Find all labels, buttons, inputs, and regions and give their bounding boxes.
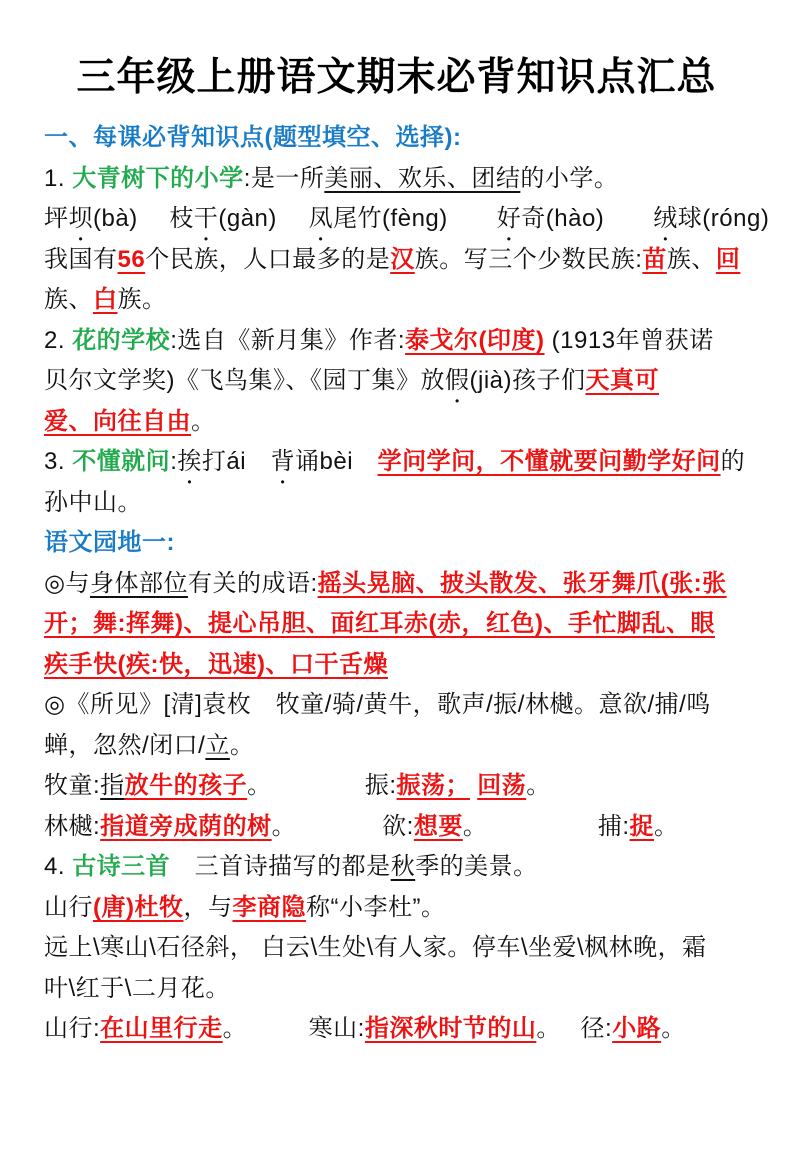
text-run: [475, 813, 598, 840]
text-run: 凤: [308, 205, 334, 232]
text-run: 。: [462, 812, 476, 840]
text-run: [260, 772, 365, 799]
text-run: [284, 813, 382, 840]
text-run: 族、: [44, 286, 93, 313]
text-run: 尾竹(fèng): [333, 205, 497, 232]
text-run: 球(róng): [677, 205, 770, 232]
text-run: 。: [661, 1015, 686, 1042]
text-run: 山行: [44, 893, 93, 921]
text-run: 挨: [177, 448, 202, 475]
text-line: [44, 685, 749, 726]
text-line: [44, 159, 749, 200]
text-line: [44, 361, 749, 402]
text-run: 。: [526, 772, 551, 799]
text-line: [44, 645, 749, 686]
text-run: 个民族，人口最多的是: [145, 245, 391, 273]
text-run: (bà): [93, 205, 170, 232]
text-run: 绒: [653, 205, 678, 232]
text-run: 我国有: [44, 245, 118, 273]
text-run: 林樾:: [44, 812, 101, 840]
text-run: 。: [229, 731, 255, 759]
text-run: 蝉，忽然/闭口/: [44, 731, 206, 759]
text-line: [44, 240, 749, 281]
text-run: 爱、向往自由: [44, 407, 191, 435]
text-line: [44, 969, 749, 1010]
text-run: 一、每课必背知识点(题型填空、选择):: [44, 124, 462, 151]
text-run: 背: [270, 448, 296, 475]
text-run: 欲:: [382, 812, 414, 840]
text-line: [44, 726, 749, 767]
text-run: 族。写三个少数民族:: [414, 245, 643, 273]
text-line: [44, 118, 749, 159]
text-run: 振荡: [396, 772, 446, 799]
page-title: 三年级上册语文期末必背知识点汇总: [76, 56, 717, 99]
text-run: :选自《新月集》作者:: [170, 326, 406, 354]
text-run: (唐)杜牧: [93, 893, 184, 921]
text-run: 指道旁成荫的树: [100, 812, 272, 840]
text-run: 摇头晃脑、披头散发、张牙舞爪(张:张: [317, 569, 727, 597]
text-line: [44, 442, 749, 483]
text-run: 枝: [169, 205, 194, 232]
text-run: 。: [222, 1015, 236, 1042]
text-run: 2.: [44, 326, 73, 354]
text-run: 56: [117, 245, 146, 273]
text-run: 。: [191, 407, 216, 435]
text-run: 想要: [413, 812, 463, 840]
text-line: [44, 1009, 749, 1050]
text-run: 古诗三首: [72, 853, 171, 880]
document-body: [44, 118, 770, 1050]
text-run: 花的学校: [72, 326, 171, 354]
text-run: 远上\寒山\石径斜， 白云\生处\有人家。停车\坐爱\枫林晚，霜: [44, 934, 707, 961]
text-run: 秋: [390, 853, 416, 880]
text-run: 美丽、欢乐、团结: [324, 164, 521, 192]
text-run: 径:: [580, 1015, 613, 1042]
text-run: 捕:: [597, 812, 630, 840]
text-run: 。: [536, 1015, 549, 1042]
text-run: ；: [445, 772, 471, 799]
text-run: 的: [720, 448, 746, 475]
text-line: [44, 280, 749, 321]
document-page: [0, 46, 793, 1168]
text-run: 牧童:: [44, 772, 101, 799]
text-run: 振:: [364, 772, 397, 799]
text-run: 立: [205, 731, 230, 759]
text-run: 泰戈尔(印度): [405, 326, 545, 354]
text-run: 族、: [666, 245, 716, 273]
text-run: 3.: [44, 448, 73, 475]
text-run: 叶\红于\二月花。: [44, 974, 230, 1002]
text-run: 有关的成语:: [187, 569, 318, 597]
text-run: 。: [654, 812, 679, 840]
text-run: (gàn): [218, 205, 309, 232]
text-line: [44, 807, 749, 848]
text-run: [549, 1015, 581, 1042]
text-run: 回荡: [477, 772, 527, 799]
text-run: 白: [93, 286, 118, 313]
text-line: [44, 847, 749, 888]
text-run: :是一所: [243, 164, 325, 192]
text-run: 在山里行走: [100, 1015, 223, 1042]
text-run: 天真可: [585, 367, 659, 394]
text-run: 贝尔文学奖)《飞鸟集》、《园丁集》放: [44, 367, 445, 394]
text-run: 假: [445, 367, 470, 394]
text-run: 放牛的孩子: [124, 772, 248, 799]
text-run: 坝: [68, 205, 93, 232]
text-run: 李商隐: [232, 893, 306, 921]
text-run: 寒山:: [308, 1015, 365, 1042]
text-run: 好: [496, 205, 522, 232]
text-run: 指: [100, 772, 125, 799]
text-run: 干: [193, 205, 219, 232]
text-run: 大青树下的小学: [72, 164, 244, 192]
text-run: (jià)孩子们: [469, 367, 586, 394]
text-run: 山行:: [44, 1015, 101, 1042]
text-run: 奇(hào): [521, 205, 654, 232]
text-line: [44, 199, 770, 240]
text-line: [44, 928, 749, 969]
text-run: 族。: [117, 286, 167, 313]
text-run: 孙中山。: [44, 488, 142, 516]
text-run: 坪: [44, 205, 69, 232]
text-run: 身体部位: [89, 569, 188, 597]
text-run: 学问学问，不懂就要问勤学好问: [377, 448, 721, 475]
text-line: [44, 523, 749, 564]
text-run: ◎与: [44, 569, 90, 597]
text-run: 小路: [612, 1015, 662, 1042]
text-line: [44, 604, 749, 645]
text-line: [44, 483, 749, 524]
text-run: 语文园地一:: [44, 529, 175, 556]
text-run: 。: [247, 772, 260, 799]
text-run: 不懂就问: [72, 448, 171, 475]
text-run: 称“小李杜”。: [305, 893, 446, 921]
text-run: ，与: [183, 893, 233, 921]
text-run: 的小学。: [520, 164, 619, 192]
text-run: 1.: [44, 164, 73, 192]
text-run: 汉: [390, 245, 415, 273]
text-run: 。: [271, 812, 285, 840]
text-run: [235, 1015, 309, 1042]
text-run: 指深秋时节的山: [364, 1015, 537, 1042]
text-line: [44, 888, 749, 929]
text-line: [44, 321, 749, 362]
text-run: 开；舞:挥舞)、提心吊胆、面红耳赤(赤，红色)、手忙脚乱、眼: [44, 610, 715, 637]
text-run: ◎《所见》[清]袁枚 牧童/骑/黄牛，歌声/振/林樾。意欲/捕/鸣: [44, 691, 711, 718]
text-run: 4.: [44, 853, 73, 880]
text-run: 三首诗描写的都是: [170, 853, 391, 880]
text-run: (1913年曾获诺: [544, 326, 714, 354]
text-line: [44, 564, 749, 605]
text-run: 回: [715, 245, 741, 273]
text-line: [44, 402, 749, 443]
text-line: [44, 766, 749, 807]
text-run: :: [170, 448, 178, 475]
text-run: 疾手快(疾:快，迅速)、口干舌燥: [44, 650, 388, 678]
text-run: 季的美景。: [415, 853, 538, 880]
text-run: 诵bèi: [295, 448, 378, 475]
text-run: 打ái: [201, 448, 271, 475]
text-run: 苗: [642, 245, 667, 273]
text-run: 捉: [629, 812, 655, 840]
